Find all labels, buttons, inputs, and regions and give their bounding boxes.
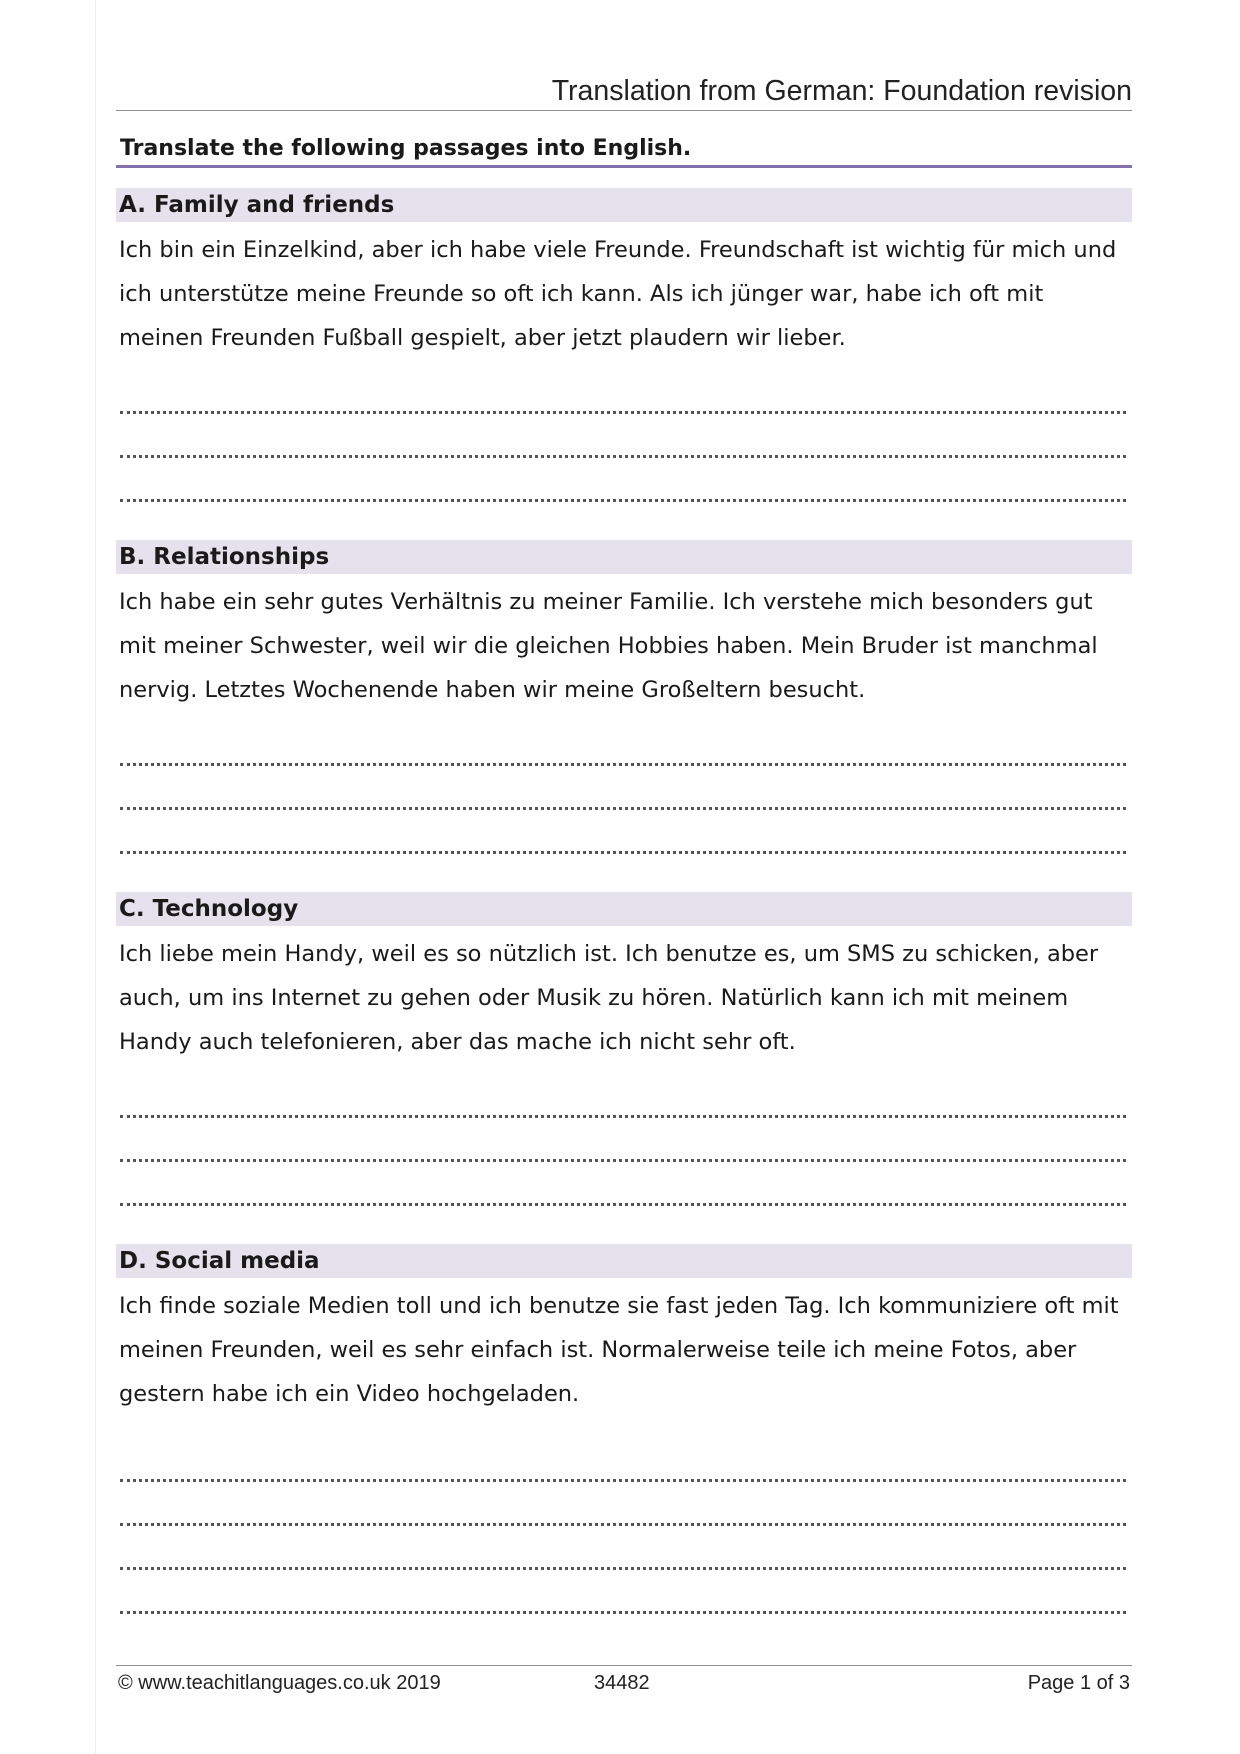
answer-line[interactable] (120, 1118, 1126, 1162)
answer-line[interactable] (120, 1482, 1126, 1526)
section-heading: B. Relationships (116, 540, 1132, 574)
section-family-and-friends (116, 188, 1132, 546)
answer-line[interactable] (120, 1526, 1126, 1570)
worksheet-page (116, 0, 1132, 1754)
answer-lines (116, 360, 1132, 546)
page-footer (116, 1665, 1132, 1700)
answer-line[interactable] (120, 1438, 1126, 1482)
page-edge (95, 0, 96, 1754)
section-social-media (116, 1244, 1132, 1614)
answer-lines (116, 1064, 1132, 1250)
german-passage: Ich finde soziale Medien toll und ich benutze sie fast jeden Tag. Ich kommuniziere oft mit meinen Freunden, weil es sehr einfach ist. Normalerweise teile ich meine Fotos, aber gestern habe ich ein Video hochgeladen. (119, 1293, 1119, 1407)
answer-lines (116, 1416, 1132, 1614)
answer-line[interactable] (120, 1074, 1126, 1118)
answer-line[interactable] (120, 722, 1126, 766)
page-number: Page 1 of 3 (1027, 1672, 1130, 1694)
answer-line[interactable] (120, 370, 1126, 414)
instruction: Translate the following passages into English. (116, 132, 1132, 168)
answer-line[interactable] (120, 810, 1126, 854)
section-heading: D. Social media (116, 1244, 1132, 1278)
section-relationships (116, 540, 1132, 898)
german-passage: Ich liebe mein Handy, weil es so nützlich ist. Ich benutze es, um SMS zu schicken, aber auch, um ins Internet zu gehen oder Musik zu hören. Natürlich kann ich mit meinem Handy auch telefonieren, aber das mache ich nicht sehr oft. (119, 941, 1099, 1055)
document-id: 34482 (594, 1672, 650, 1694)
answer-line[interactable] (120, 414, 1126, 458)
answer-line[interactable] (120, 458, 1126, 502)
answer-lines (116, 712, 1132, 898)
answer-line[interactable] (120, 1162, 1126, 1206)
answer-line[interactable] (120, 1570, 1126, 1614)
german-passage: Ich habe ein sehr gutes Verhältnis zu meiner Familie. Ich verstehe mich besonders gut mit meiner Schwester, weil wir die gleichen Hobbies haben. Mein Bruder ist manchmal nervig. Letztes Wochenende haben wir meine Großeltern besucht. (119, 589, 1098, 703)
page-title: Translation from German: Foundation revision (116, 72, 1132, 111)
german-passage: Ich bin ein Einzelkind, aber ich habe viele Freunde. Freundschaft ist wichtig für mich und ich unterstütze meine Freunde so oft ich kann. Als ich jünger war, habe ich oft mit meinen Freunden Fußball gespielt, aber jetzt plaudern wir lieber. (119, 237, 1117, 351)
section-technology (116, 892, 1132, 1250)
answer-line[interactable] (120, 766, 1126, 810)
section-heading: A. Family and friends (116, 188, 1132, 222)
copyright-notice: © www.teachitlanguages.co.uk 2019 (118, 1672, 441, 1694)
section-heading: C. Technology (116, 892, 1132, 926)
